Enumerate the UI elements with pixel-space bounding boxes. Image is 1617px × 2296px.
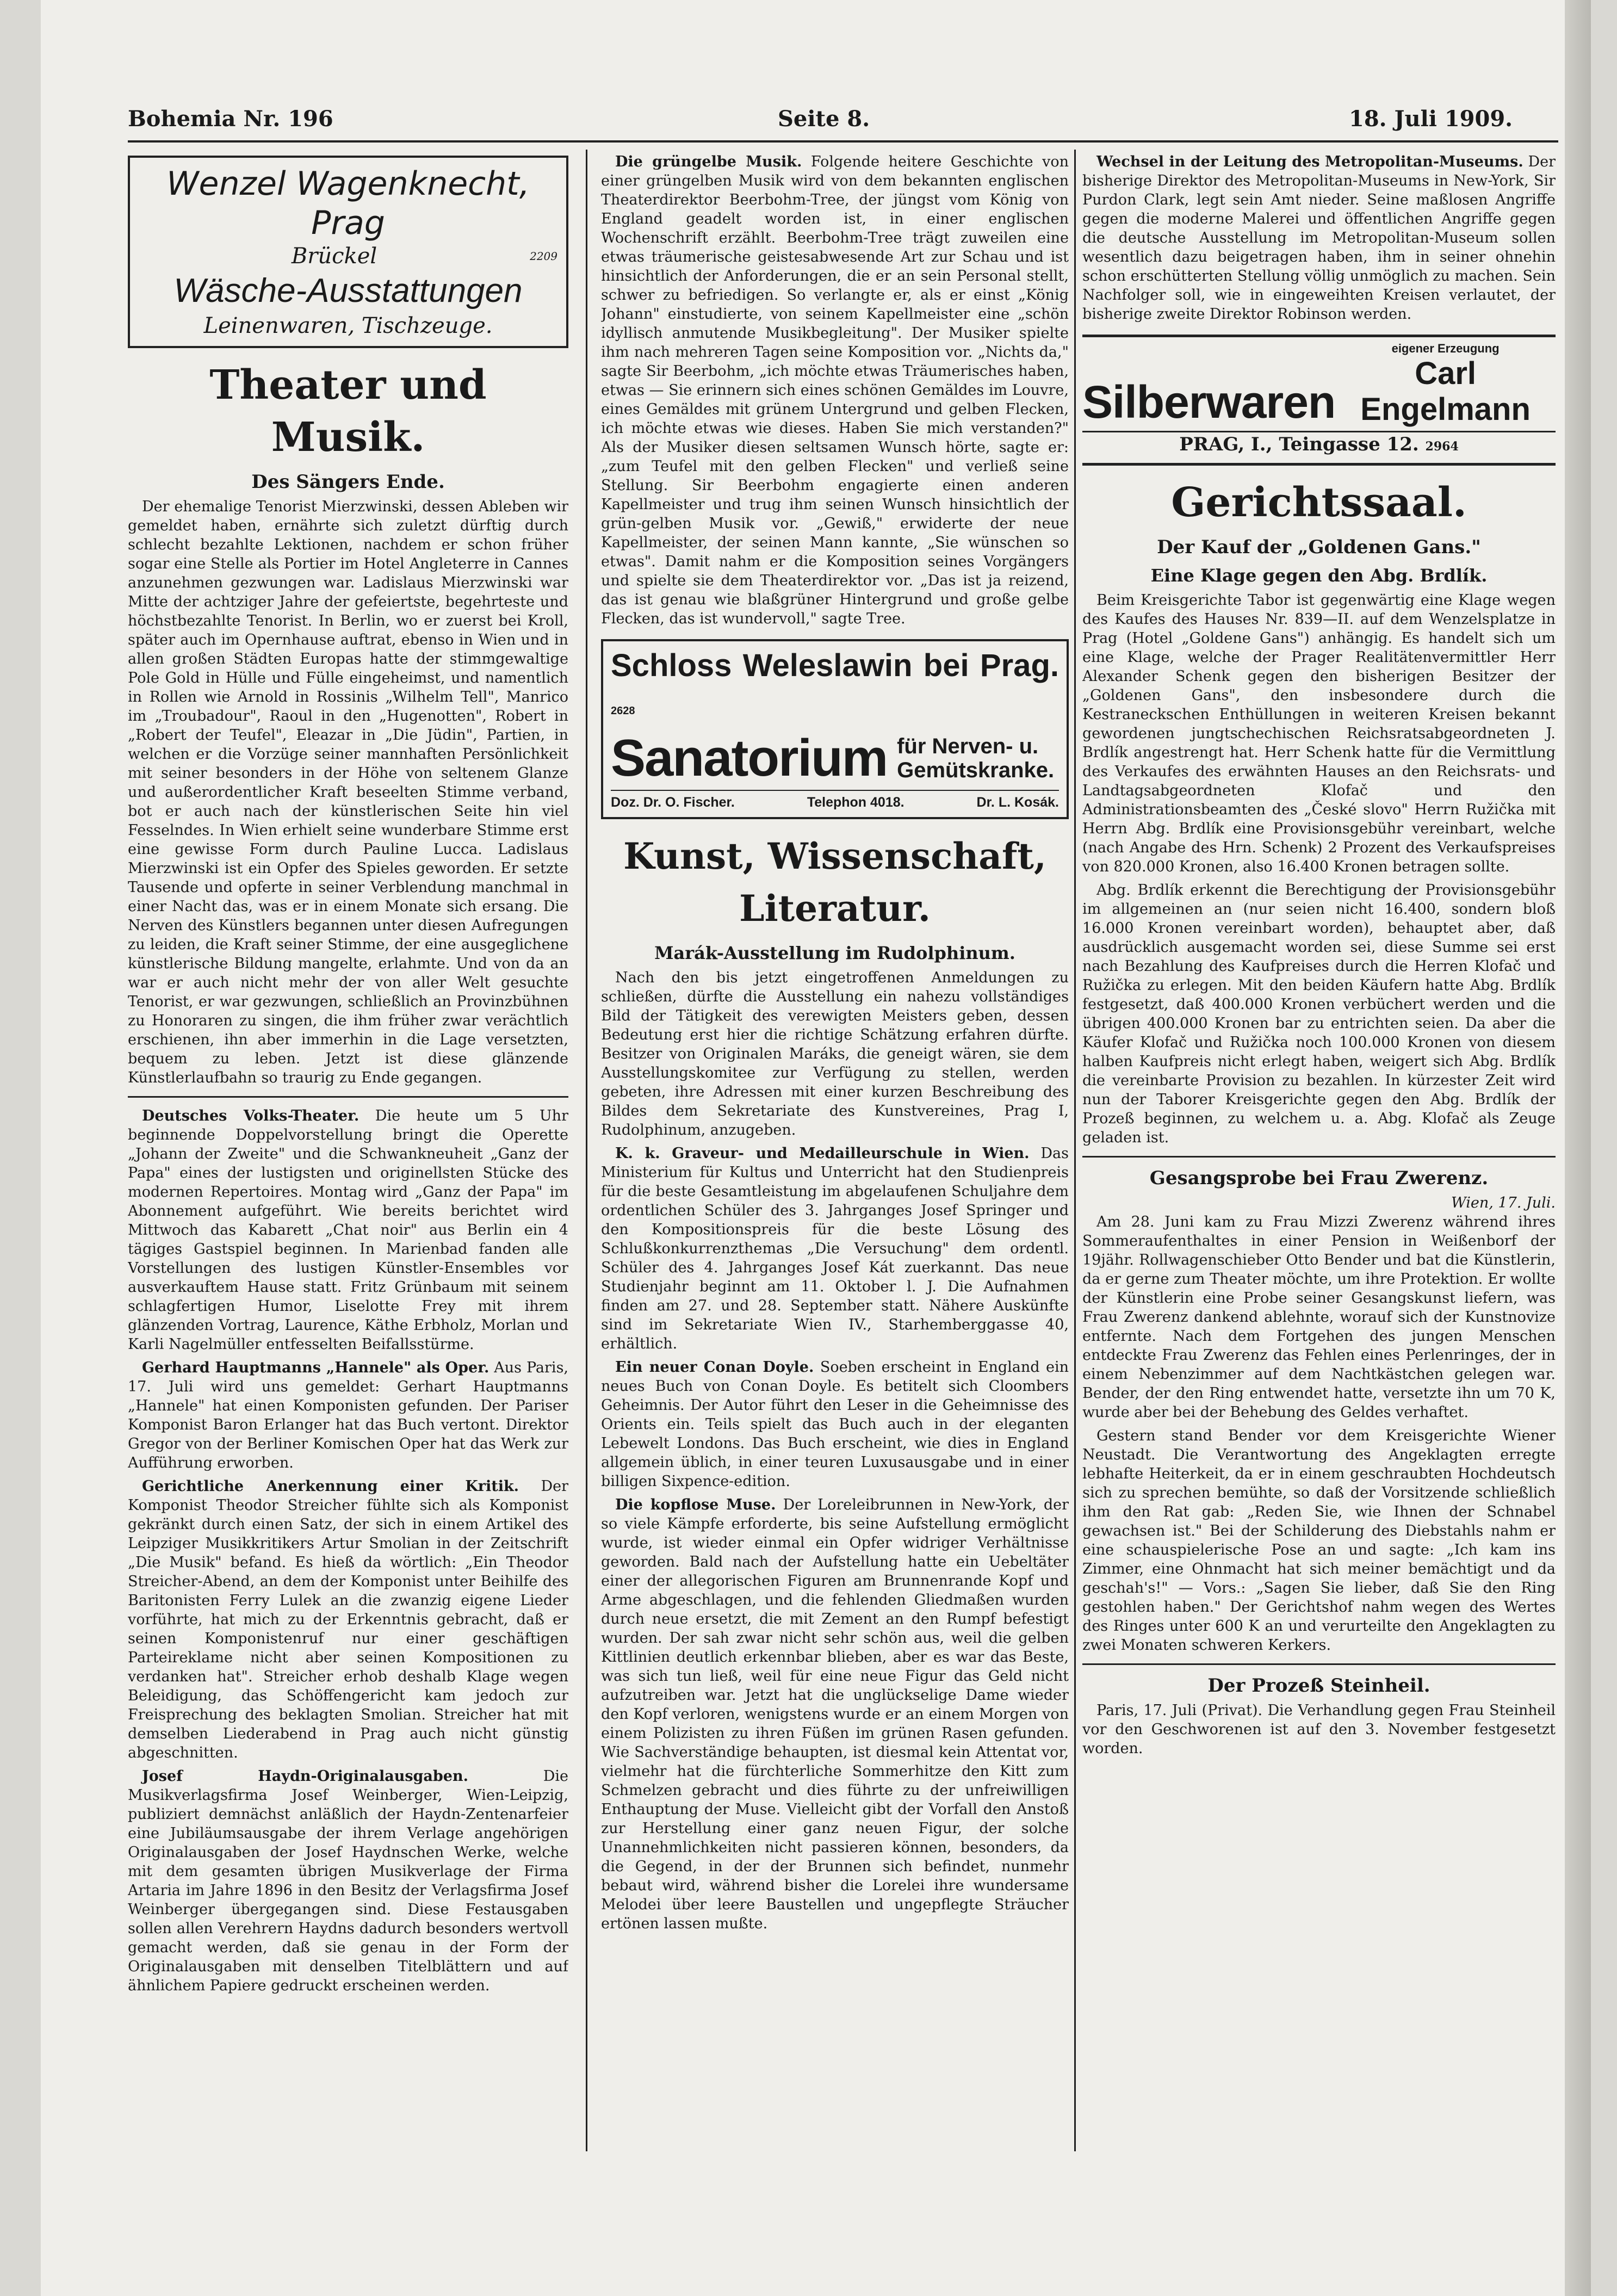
ad-sanatorium bbox=[601, 639, 1069, 819]
ad-silverware bbox=[1082, 335, 1556, 466]
column-rule-2 bbox=[1074, 150, 1076, 2151]
article-title: Marák-Ausstellung im Rudolphinum. bbox=[654, 943, 1015, 963]
article-subtitle: Eine Klage gegen den Abg. Brdlík. bbox=[1150, 565, 1488, 586]
article-text: Abg. Brdlík erkennt die Berechtigung der Provisionsgebühr im allgemeinen an (nur seien nicht 16.400, sondern bloß 16.000 Kronen vereinbart worden), behauptet aber, daß ausdrücklich ausgemacht worden sei, diese Summe sei erst nach Bezahlung des Kaufpreises durch die Herren Klofač und Ružička zu erlegen. Mit den beiden Käufern hatte Abg. Brdlík festgesetzt, daß 400.000 Kronen verbüchert werden und die übrigen 400.000 Kronen bar zu entrichten seien. Da aber die Käufer Klofač und Ružička noch 100.000 Kronen von diesem halben Kaufpreis nicht erlegt haben, weigert sich Abg. Brdlík die vereinbarte Provision zu bezahlen. In kürzester Zeit wird nun der Taborer Kreisgerichte gegen den Abg. Brdlík der Prozeß beginnen, zu welchem u. a. Abg. Klofač als Zeuge geladen ist. bbox=[1082, 882, 1556, 1146]
ad-sanatorium-line1: Schloss Weleslawin bei Prag. 2628 bbox=[611, 648, 1059, 717]
article-lead: Ein neuer Conan Doyle. bbox=[615, 1359, 814, 1376]
article-text: Deutsches Volks-Theater. Die heute um 5 Uhr beginnende Doppelvorstellung bringt die Operette „Johann der Zweite" und die Schwankneuheit „Ganz der Papa" eines der lustigsten und originellsten Stücke des modernen Repertoires. Montag wird „Ganz der Papa" im Abonnement aufgeführt. Wie bereits berichtet wird Mittwoch das Kabarett „Chat noir" aus Berlin ein 4 tägiges Gastspiel beginnen. In Marienbad fanden alle Vorstellungen des lustigen Künstler-Ensembles vor ausverkauftem Hause statt. Fritz Grünbaum mit seinem schlagfertigen Humor, Liselotte Frey mit ihrem glänzenden Vortrag, Laurence, Käthe Erbholz, Morlan und Karli Nagelmüller entfesselten Beifallsstürme. bbox=[128, 1107, 568, 1353]
ad-wagenknecht-line2: Leinenwaren, Tischzeuge. bbox=[203, 313, 493, 338]
article-title: Der Prozeß Steinheil. bbox=[1207, 1675, 1430, 1697]
scan-edge bbox=[1565, 0, 1591, 2296]
article-lead: Wechsel in der Leitung des Metropolitan-Museums. bbox=[1096, 153, 1523, 170]
ad-silverware-row bbox=[1082, 342, 1556, 428]
ad-silverware-word: Silberwaren bbox=[1082, 376, 1336, 428]
article-text: Die grüngelbe Musik. Folgende heitere Geschichte von einer grüngelben Musik wird von dem bekannten englischen Theaterdirektor Beerbohm-Tree, der jüngst vom König von England geadelt worden ist, in einer englischen Wochenschrift erzählt. Beerbohm-Tree trägt zuweilen eine etwas träumerische geistesabwesende Art zur Schau und ist hinsichtlich der Anforderungen, die er an sein Personal stellt, schwer zu befriedigen. So verlangte er, als er einst „König Johann" einstudierte, von seinem Kapellmeister eine „schön idyllisch anmutende Musikbegleitung". Der Musiker spielte ihm nach mehreren Tagen seine Komposition vor. „Nichts da," sagte Sir Beerbohm, „ich möchte etwas Träumerisches haben, etwas — Sie erinnern sich eines schönen Gemäldes im Louvre, eines Gemäldes mit grünem Untergrund und gelben Flecken, ich möchte etwas wie dieses. Haben Sie mich verstanden?" Als der Musiker diesen seltsamen Wunsch hörte, sagte er: „zum Teufel mit den gelben Flecken" und verließ seine Stellung. Sir Beerbohm engagierte einen anderen Kapellmeister und trug ihm seinen Wunsch hinsichtlich der grün-gelben Musik vor. „Gewiß," erwiderte der neue Kapellmeister, der seinen Mann kannte, „Sie wünschen so etwas". Damit nahm er die Komposition seines Vorgängers und spielte sie dem Theaterdirektor vor. „Das ist ja reizend, das ist genau wie blaßgrüner Hintergrund und große gelbe Flecken, das ist wundervoll," sagte Tree. bbox=[601, 153, 1069, 627]
section-title-theater: Theater und Musik. bbox=[209, 362, 487, 461]
ad-silverware-address: PRAG, I., Teingasse 12. 2964 bbox=[1082, 431, 1556, 459]
header-rule bbox=[128, 140, 1558, 143]
article-title: Gesangsprobe bei Frau Zwerenz. bbox=[1149, 1167, 1489, 1189]
section-title-gericht: Gerichtssaal. bbox=[1171, 479, 1467, 526]
article-text: Der ehemalige Tenorist Mierzwinski, dessen Ableben wir gemeldet haben, ernährte sich zuletzt dürftig durch schlecht bezahlte Lektionen, nachdem er schon früher sogar eine Stelle als Portier im Hotel Angleterre in Cannes anzunehmen gezwungen war. Ladislaus Mierzwinski war Mitte der achtziger Jahre der gefeiertste, begehrteste und höchstbezahlte Tenorist. In Berlin, wo er zuerst bei Kroll, später auch im Opernhause auftrat, ebenso in Wien und in allen großen Städten Europas hatte der stimmgewaltige Pole Gold in Hülle und Fülle eingeheimst, und namentlich in Rollen wie Arnold in Rossinis „Wilhelm Tell", Manrico im „Troubadour", Raoul in den „Hugenotten", Robert in „Robert der Teufel", Eleazar in „Die Jüdin", Partien, in welchen er die Vorzüge seiner mannhaften Persönlichkeit mit seiner besonders in der Höhe von seltenem Glanze und außerordentlicher Kraft beseelten Stimme verband, bot er auch nach der künstlerischen Seite hin viel Fesselndes. In Wien erhielt seine wunderbare Stimme erst eine gewisse Form durch Pauline Lucca. Ladislaus Mierzwinski ist ein Opfer des Spieles geworden. Er setzte Tausende und opferte in seiner Verblendung manchmal in einer Nacht das, was er in einem Monate sich ersang. Die Nerven des Künstlers begannen unter diesen Aufregungen zu leiden, die Kraft seiner Stimme, der eine ausgeglichene künstlerische Bildung mangelte, erlahmte. Und von da an war er auch nicht mehr der von aller Welt gesuchte Tenorist, er war gezwungen, schließlich an Provinzbühnen zu Honoraren zu singen, die ihm früher zwar verächtlich erschienen, ihn aber immerhin in die Lage versetzten, bequem zu leben. Jetzt ist diese glänzende Künstlerlaufbahn so traurig zu Ende gegangen. bbox=[128, 498, 568, 1086]
ad-sanatorium-row bbox=[611, 730, 1059, 787]
article-lead: Gerichtliche Anerkennung einer Kritik. bbox=[142, 1478, 519, 1495]
article-text: K. k. Graveur- und Medailleurschule in Wien. Das Ministerium für Kultus und Unterricht hat den Studienpreis für die beste Gesamtleistung im abgelaufenen Schuljahre dem ordentlichen Schüler des 3. Jahrganges Josef Springer und den Kompositionspreis für die beste Lösung des Schlußkonkurrenzthemas „Die Versuchung" dem ordentl. Schüler des 4. Jahrganges Josef Kát zuerkannt. Das neue Studienjahr beginnt am 11. Oktober l. J. Die Aufnahmen finden am 27. und 28. September statt. Nähere Auskünfte sind im Sekretariate Wien IV., Starhemberggasse 40, erhältlich. bbox=[601, 1145, 1069, 1352]
ad-wagenknecht bbox=[128, 156, 568, 348]
article-text: Gestern stand Bender vor dem Kreisgerichte Wiener Neustadt. Die Verantwortung des Angeklagten erregte lebhafte Heiterkeit, da er in einem geschraubten Hochdeutsch sich zu sprechen bemühte, so daß der Vorsitzende schließlich ihm den Rat gab: „Reden Sie, wie Ihnen der Schnabel gewachsen ist." Bei der Schilderung des Diebstahls nahm er eine schauspielerische Pose an und sagte: „Ich kam ins Zimmer, eine Ohnmacht hat sich meiner bemächtigt und da geschah's!" — Vors.: „Sagen Sie lieber, daß Sie den Ring gestohlen haben." Der Gerichtshof nahm wegen des Wertes des Ringes unter 600 K an und verurteilte den Angeklagten zu zwei Monaten schweren Kerkers. bbox=[1082, 1427, 1556, 1654]
article-text: Josef Haydn-Originalausgaben. Die Musikverlagsfirma Josef Weinberger, Wien-Leipzig, publiziert demnächst anläßlich der Haydn-Zentenarfeier eine Jubiläumsausgabe der ihrem Verlage angehörigen Originalausgaben der Josef Haydnschen Werke, welche mit dem gesamten übrigen Musikverlage der Firma Artaria im Jahre 1896 in den Besitz der Verlagsfirma Josef Weinberger übergegangen sind. Diese Festausgaben sollen allen Verehrern Haydns dadurch besonders wertvoll gemacht werden, daß sie genau in der Form der Originalausgaben mit denselben Titelblättern und auf ähnlichem Papiere gedruckt erscheinen werden. bbox=[128, 1768, 568, 1994]
ad-sanatorium-code: 2628 bbox=[611, 705, 635, 717]
ad-wagenknecht-code: 2209 bbox=[530, 250, 557, 263]
article-text: Gerichtliche Anerkennung einer Kritik. Der Komponist Theodor Streicher fühlte sich als Komponist gekränkt durch einen Satz, der sich in einem Artikel des Leipziger Musikkritikers Artur Smolian in der Zeitschrift „Die Musik" befand. Es hieß da wörtlich: „Ein Theodor Streicher-Abend, an dem der Komponist unter Beihilfe des Baritonisten Ferry Lulek an die zwanzig eigene Lieder vorführte, hat mich zu der Erkenntnis gebracht, daß er seinen Komponistenruf nur einer geschäftigen Parteireklame nicht aber seinen Kompositionen zu verdanken hat". Streicher erhob deshalb Klage wegen Beleidigung, das Schöffengericht kam jedoch zur Freisprechung des beklagten Smolian. Streicher hat mit demselben Liederabend in Prag auch nicht günstig abgeschnitten. bbox=[128, 1478, 568, 1761]
ad-silverware-maker: eigener Erzeugung Carl Engelmann bbox=[1360, 342, 1531, 427]
article-lead: Die kopflose Muse. bbox=[615, 1496, 776, 1513]
column-1 bbox=[128, 152, 568, 2143]
column-3 bbox=[1082, 152, 1556, 2143]
article-text: Beim Kreisgerichte Tabor ist gegenwärtig eine Klage wegen des Kaufes des Hauses Nr. 839—II. auf dem Wenzelsplatze in Prag (Hotel „Goldene Gans") anhängig. Es handelt sich um eine Klage, welche der Prager Realitätenvermittler Herr Alexander Schenk gegen den bisherigen Besitzer der „Goldenen Gans", den insbesondere durch die Kestraneckschen Enthüllungen in weiteren Kreisen bekannt gewordenen jungtschechischen Reichsratsabgeordneten J. Brdlík angestrengt hat. Herr Schenk hatte für die Vermittlung des Verkaufes des erwähnten Hauses an den Reichsrats- und Landtagsabgeordneten Klofač und den Administrationsbeamten des „České slovo" Herrn Ružička mit Herrn Abg. Brdlík eine Provisionsgebühr vereinbart, welche (nach Angabe des Hrn. Schenk) 2 Prozent des Verkaufspreises von 820.000 Kronen, also 16.400 Kronen betragen sollte. bbox=[1082, 592, 1556, 875]
divider bbox=[1082, 1663, 1556, 1665]
article-lead: Deutsches Volks-Theater. bbox=[142, 1107, 360, 1124]
article-text: Nach den bis jetzt eingetroffenen Anmeldungen zu schließen, dürfte die Ausstellung ein nahezu vollständiges Bild der Tätigkeit des verewigten Meisters geben, dessen Bedeutung erst hier die richtige Schätzung erfahren dürfte. Besitzer von Originalen Maráks, die geneigt wären, sie dem Ausstellungskomitee zur Verfügung zu stellen, werden gebeten, ihre Adressen mit einer kurzen Beschreibung des Bildes dem Sekretariate des Kunstvereines, Prag I, Rudolphinum, anzugeben. bbox=[601, 969, 1069, 1138]
article-text: Wechsel in der Leitung des Metropolitan-Museums. Der bisherige Direktor des Metropolitan-Museums in New-York, Sir Purdon Clark, legt sein Amt nieder. Seine maßlosen Angriffe gegen die moderne Malerei und öffentlichen Angriffe gegen die deutsche Ausstellung im Metropolitan-Museum sollen wesentlich dazu beigetragen haben, ihm in seiner ohnehin schon erschütterten Stellung völlig unmöglich zu machen. Sein Nachfolger soll, wie in eingeweihten Kreisen verlautet, der bisherige zweite Direktor Robinson werden. bbox=[1082, 153, 1556, 323]
article-text: Ein neuer Conan Doyle. Soeben erscheint in England ein neues Buch von Conan Doyle. Es betitelt sich Cloombers Geheimnis. Der Autor führt den Leser in die Geheimnisse des Orients ein. Teils spielt das Buch auch in der eleganten Lebewelt Londons. Das Buch erscheint, wie dies in England allgemein üblich, in einer teuren Luxusausgabe und in einer billigen Sixpence-edition. bbox=[601, 1359, 1069, 1490]
ad-wagenknecht-name: Wenzel Wagenknecht, Prag bbox=[166, 165, 530, 242]
article-title: Der Kauf der „Goldenen Gans." bbox=[1157, 536, 1481, 558]
article-lead: Josef Haydn-Originalausgaben. bbox=[142, 1768, 469, 1785]
ad-wagenknecht-street: Brückel 2209 bbox=[291, 244, 557, 269]
column-rule-1 bbox=[586, 150, 587, 2151]
column-2 bbox=[601, 152, 1069, 2143]
article-text: Gerhard Hauptmanns „Hannele" als Oper. Aus Paris, 17. Juli wird uns gemeldet: Gerhart Hauptmanns „Hannele" hat einen Komponisten gefunden. Der Pariser Komponist Baron Erlanger hat das Buch vertont. Direktor Gregor von der Berliner Komischen Oper hat das Werk zur Aufführung erworben. bbox=[128, 1359, 568, 1471]
ad-sanatorium-side: für Nerven- u. Gemütskranke. bbox=[897, 734, 1055, 782]
header-date: 18. Juli 1909. bbox=[1349, 106, 1513, 132]
article-lead: K. k. Graveur- und Medailleurschule in Wien. bbox=[615, 1145, 1030, 1162]
article-title: Des Sängers Ende. bbox=[251, 471, 445, 493]
section-title-kunst: Kunst, Wissenschaft, Literatur. bbox=[623, 835, 1046, 930]
article-lead: Die grüngelbe Musik. bbox=[615, 153, 802, 170]
article-text: Die kopflose Muse. Der Loreleibrunnen in New-York, der so viele Kämpfe erforderte, bis seine Aufstellung ermöglicht wurde, ist wieder einmal ein Opfer widriger Verhältnisse geworden. Bald nach der Aufstellung hatte ein Uebeltäter einer der allegorischen Figuren am Brunnenrande Kopf und Arme abgeschlagen, und die fehlenden Gliedmaßen wurden durch neue ersetzt, die mit Zement an den Rumpf befestigt wurden. Der sah zwar nicht sehr schön aus, weil die gelben Kittlinien deutlich erkennbar blieben, aber es war das Beste, was sich tun ließ, weil für eine neue Figur das Geld nicht aufzutreiben war. Jetzt hat die unglückselige Dame wieder den Kopf verloren, wenigstens wurde er an einem Morgen von einem Polizisten zu ihren Füßen im grünen Rasen gefunden. Wie Sachverständige behaupten, ist diesmal kein Attentat vor, vielmehr hat die fürchterliche Sommerhitze den Kitt zum Schmelzen gebracht und dies führte zu der unfreiwilligen Enthauptung der Muse. Vielleicht gibt der Vorfall den Anstoß zur Herstellung einer ganz neuen Figur, der solche Unannehmlichkeiten nicht passieren können, besonders, da die Gegend, in der der Brunnen sich befindet, nunmehr bebaut wird, während bisher die Lorelei ihre wundersame Melodei über leere Baustellen und ungepflegte Sträucher ertönen lassen mußte. bbox=[601, 1496, 1069, 1932]
header-page-number: Seite 8. bbox=[778, 106, 870, 132]
divider bbox=[1082, 1156, 1556, 1158]
header-issue: Bohemia Nr. 196 bbox=[128, 106, 333, 132]
divider bbox=[128, 1096, 568, 1098]
article-date: Wien, 17. Juli. bbox=[1451, 1195, 1556, 1211]
ad-wagenknecht-line1: Wäsche-Ausstattungen bbox=[174, 272, 523, 310]
article-lead: Gerhard Hauptmanns „Hannele" als Oper. bbox=[142, 1359, 490, 1376]
ad-sanatorium-big: Sanatorium bbox=[611, 729, 888, 787]
article-text: Paris, 17. Juli (Privat). Die Verhandlung gegen Frau Steinheil vor den Geschworenen ist auf den 3. November festgesetzt worden. bbox=[1082, 1702, 1556, 1757]
ad-sanatorium-doctors: Doz. Dr. O. Fischer. Telephon 4018. Dr. L. Kosák. bbox=[611, 790, 1059, 812]
article-text: Am 28. Juni kam zu Frau Mizzi Zwerenz während ihres Sommeraufenthaltes in einer Pension in Weißenborf der 19jähr. Rollwagenschieber Otto Bender und bat die Künstlerin, da er gerne zum Theater möchte, um ihre Protektion. Er wollte der Künstlerin eine Probe seiner Gesangskunst liefern, was Frau Zwerenz dankend ablehnte, worauf sich der Kunstnovize entfernte. Nach dem Fortgehen des jungen Menschen entdeckte Frau Zwerenz das Fehlen eines Perlenringes, der in einem Nebenzimmer auf dem Nachtkästchen gelegen war. Bender, der den Ring entwendet hatte, versetzte ihn um 70 K, wurde aber bei der Behebung des Geldes verhaftet. bbox=[1082, 1214, 1556, 1421]
